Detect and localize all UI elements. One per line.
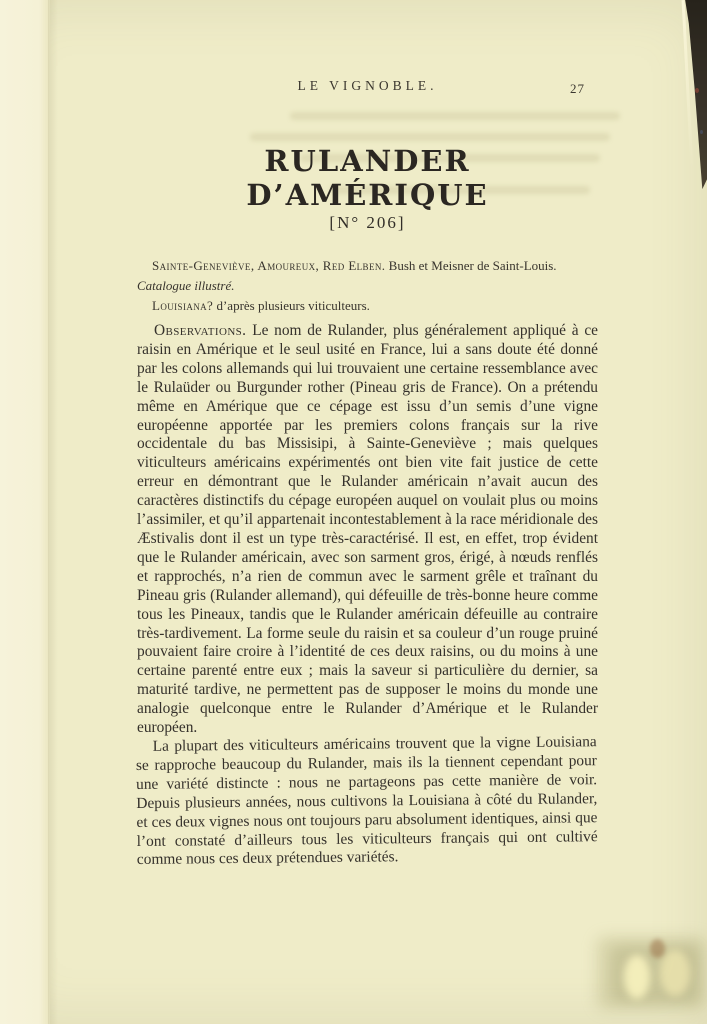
running-title: LE VIGNOBLE. <box>297 78 438 93</box>
louisiana-paragraph: La plupart des viticulteurs américains trouvent que la vigne Louisiana se rapproche beaucoup du Rulander, mais ils la tiennent cependant pour une variété distincte : nous ne partageons pas cette manière de voir. Depuis plusieurs années, nous cultivons la Louisiana à côté du Rulander, et ces deux vignes nous ont toujours paru absolument identiques, ainsi que l’ont constaté d’ailleurs tous les viticulteurs français qui ont cultivé comme nous ces deux prétendues variétés. <box>135 733 598 869</box>
synonym-source-work: Catalogue illustré. <box>137 278 235 293</box>
show-through-stain <box>650 939 665 958</box>
page-crease <box>48 0 58 1024</box>
observations-text: Le nom de Rulander, plus généralement appliqué à ce raisin en Amérique et le seul usité en France, lui a sans doute été donné par les colons allemands qui lui trouvaient une certaine ressemblance avec le Rulaüder ou Burgunder rother (Pineau gris de France). On a prétendu même en Amérique que ce cépage est issu d’un semis d’une vigne européenne apportée par les premiers colons français sur la rive occidentale du bas Missisipi, à Sainte-Geneviève ; mais quelques viticulteurs américains expérimentés ont bien vite fait justice de cette erreur en démontrant que le Rulander américain n’avait aucun des caractères distinctifs du cépage européen auquel on voulait plus ou moins l’assimiler, et qu’il appartenait incontestablement à la race méridionale des Æstivalis dont il est un type très-caractérisé. Il est, en effet, trop évident que le Rulander américain, avec son sarment gros, érigé, à nœuds renflés et rapprochés, n’a rien de commun avec le sarment grêle et traînant du Pineau gris (Rulander allemand), qui défeuille de très-bonne heure comme tous les Pineaux, tandis que le Rulander américain défeuille au contraire très-tardivement. La forme seule du raisin et sa couleur d’un rouge pruiné pouvaient faire croire à l’identité de ces deux raisins, ou du moins à une certaine parenté entre eux ; mais la saveur si particulière du dernier, sa maturité tardive, ne permettent pas de supposer le moins du monde une analogie quelconque entre le Rulander d’Amérique et le Rulander européen. <box>137 322 598 737</box>
synonym-alt-name: Louisiana? <box>152 298 214 313</box>
show-through-stain <box>660 950 690 996</box>
body-text <box>137 322 598 870</box>
marbling-speck <box>695 88 699 93</box>
synonym-names: Sainte-Geneviève, Amoureux, Red Elben. <box>152 258 386 273</box>
show-through-line <box>250 133 610 141</box>
observations-label: Observations. <box>154 322 247 339</box>
synonyms-block <box>137 256 598 316</box>
synonym-source: Bush et Meisner de Saint-Louis. <box>388 258 557 273</box>
show-through-line <box>290 112 620 120</box>
show-through-stain <box>624 955 650 999</box>
observations-paragraph <box>137 322 598 738</box>
marbling-speck <box>700 130 703 134</box>
entry-number: [N° 206] <box>329 213 406 232</box>
synonym-alt-rest: d’après plusieurs viticulteurs. <box>216 298 370 313</box>
page-left-edge <box>0 0 50 1024</box>
page-number: 27 <box>570 81 585 96</box>
entry-title: RULANDER D’AMÉRIQUE <box>246 144 489 212</box>
synonym-alt-line <box>137 296 598 316</box>
synonym-names-line <box>137 256 598 276</box>
